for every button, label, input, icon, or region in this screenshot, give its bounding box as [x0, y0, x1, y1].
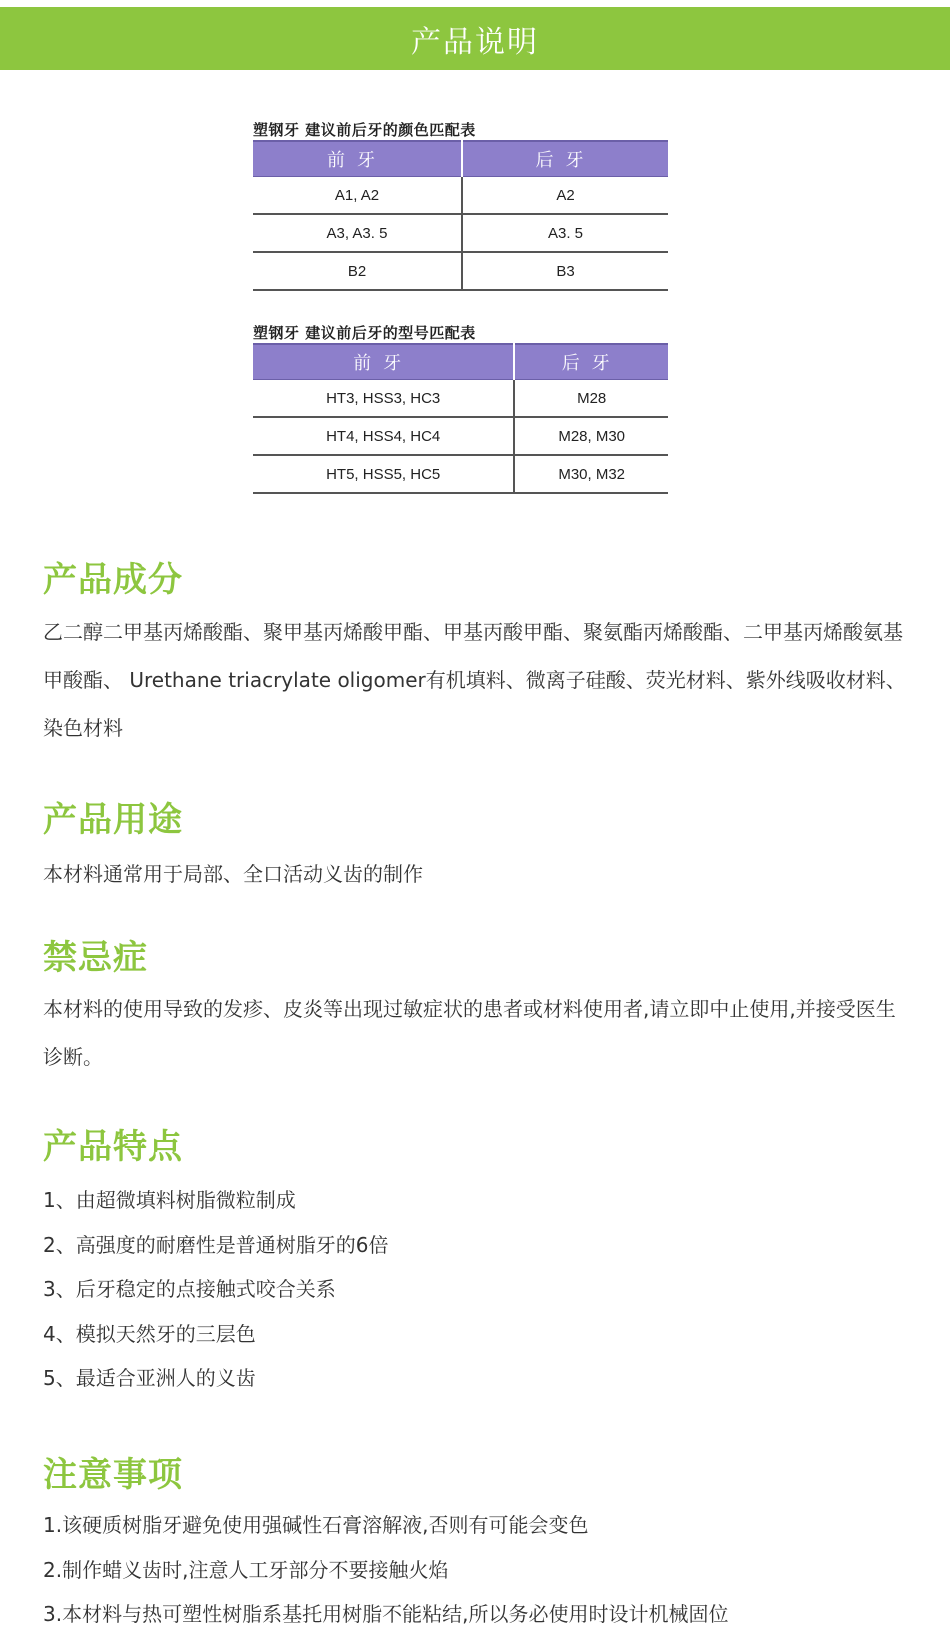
- list-item: 5、最适合亚洲人的义齿: [43, 1366, 256, 1390]
- list-item: 4、模拟天然牙的三层色: [43, 1321, 256, 1346]
- notes-heading: 注意事项: [43, 1455, 183, 1495]
- list-item: 1、由超微填料树脂微粒制成: [43, 1188, 296, 1212]
- usage-text: 本材料通常用于局部、全口活动义齿的制作: [43, 862, 423, 886]
- color-match-table: [253, 140, 668, 291]
- table-header-row: [253, 141, 668, 177]
- list-item: 3、后牙稳定的点接触式咬合关系: [43, 1277, 336, 1301]
- features-heading: 产品特点: [43, 1127, 183, 1167]
- table-cell: HT4, HSS4, HC4: [253, 417, 514, 455]
- table-cell: M30, M32: [514, 455, 668, 493]
- table-row: [253, 455, 668, 493]
- color-table-caption: 塑钢牙 建议前后牙的颜色匹配表: [253, 121, 476, 139]
- model-table-caption: 塑钢牙 建议前后牙的型号匹配表: [253, 324, 476, 342]
- table-header-front: 前牙: [253, 344, 514, 380]
- table-row: [253, 380, 668, 418]
- color-match-table-block: [253, 120, 668, 291]
- notes-list: [43, 1503, 909, 1637]
- page-banner: [0, 7, 950, 70]
- contraindication-heading: 禁忌症: [43, 938, 148, 978]
- table-row: [253, 417, 668, 455]
- composition-text: 乙二醇二甲基丙烯酸酯、聚甲基丙烯酸甲酯、甲基丙酸甲酯、聚氨酯丙烯酸酯、二甲基丙烯酸氨基甲酸酯、 Urethane triacrylate oligomer有机填料、微离子硅酸、荧光材料、紫外线吸收材料、染色材料: [43, 620, 906, 740]
- list-item: 2、高强度的耐磨性是普通树脂牙的6倍: [43, 1232, 389, 1257]
- table-header-front: 前牙: [253, 141, 462, 177]
- contraindication-text: 本材料的使用导致的发疹、皮炎等出现过敏症状的患者或材料使用者,请立即中止使用,并接受医生诊断。: [43, 997, 896, 1069]
- table-header-back: 后牙: [462, 141, 668, 177]
- table-cell: A1, A2: [253, 177, 462, 215]
- table-row: [253, 177, 668, 215]
- model-match-table-block: [253, 323, 668, 494]
- usage-heading: 产品用途: [43, 800, 183, 840]
- composition-heading: 产品成分: [43, 560, 183, 600]
- table-cell: A3, A3. 5: [253, 214, 462, 252]
- table-cell: B3: [462, 252, 668, 290]
- features-list: [43, 1178, 909, 1401]
- table-cell: HT5, HSS5, HC5: [253, 455, 514, 493]
- table-cell: B2: [253, 252, 462, 290]
- list-item: 3.本材料与热可塑性树脂系基托用树脂不能粘结,所以务必使用时设计机械固位: [43, 1602, 729, 1626]
- table-cell: A2: [462, 177, 668, 215]
- list-item: 1.该硬质树脂牙避免使用强碱性石膏溶解液,否则有可能会变色: [43, 1513, 589, 1537]
- table-cell: A3. 5: [462, 214, 668, 252]
- list-item: 2.制作蜡义齿时,注意人工牙部分不要接触火焰: [43, 1557, 449, 1582]
- table-cell: M28, M30: [514, 417, 668, 455]
- banner-title: 产品说明: [411, 24, 539, 60]
- table-header-back: 后牙: [514, 344, 668, 380]
- model-match-table: [253, 343, 668, 494]
- table-header-row: [253, 344, 668, 380]
- table-row: [253, 214, 668, 252]
- table-cell: HT3, HSS3, HC3: [253, 380, 514, 418]
- table-row: [253, 252, 668, 290]
- table-cell: M28: [514, 380, 668, 418]
